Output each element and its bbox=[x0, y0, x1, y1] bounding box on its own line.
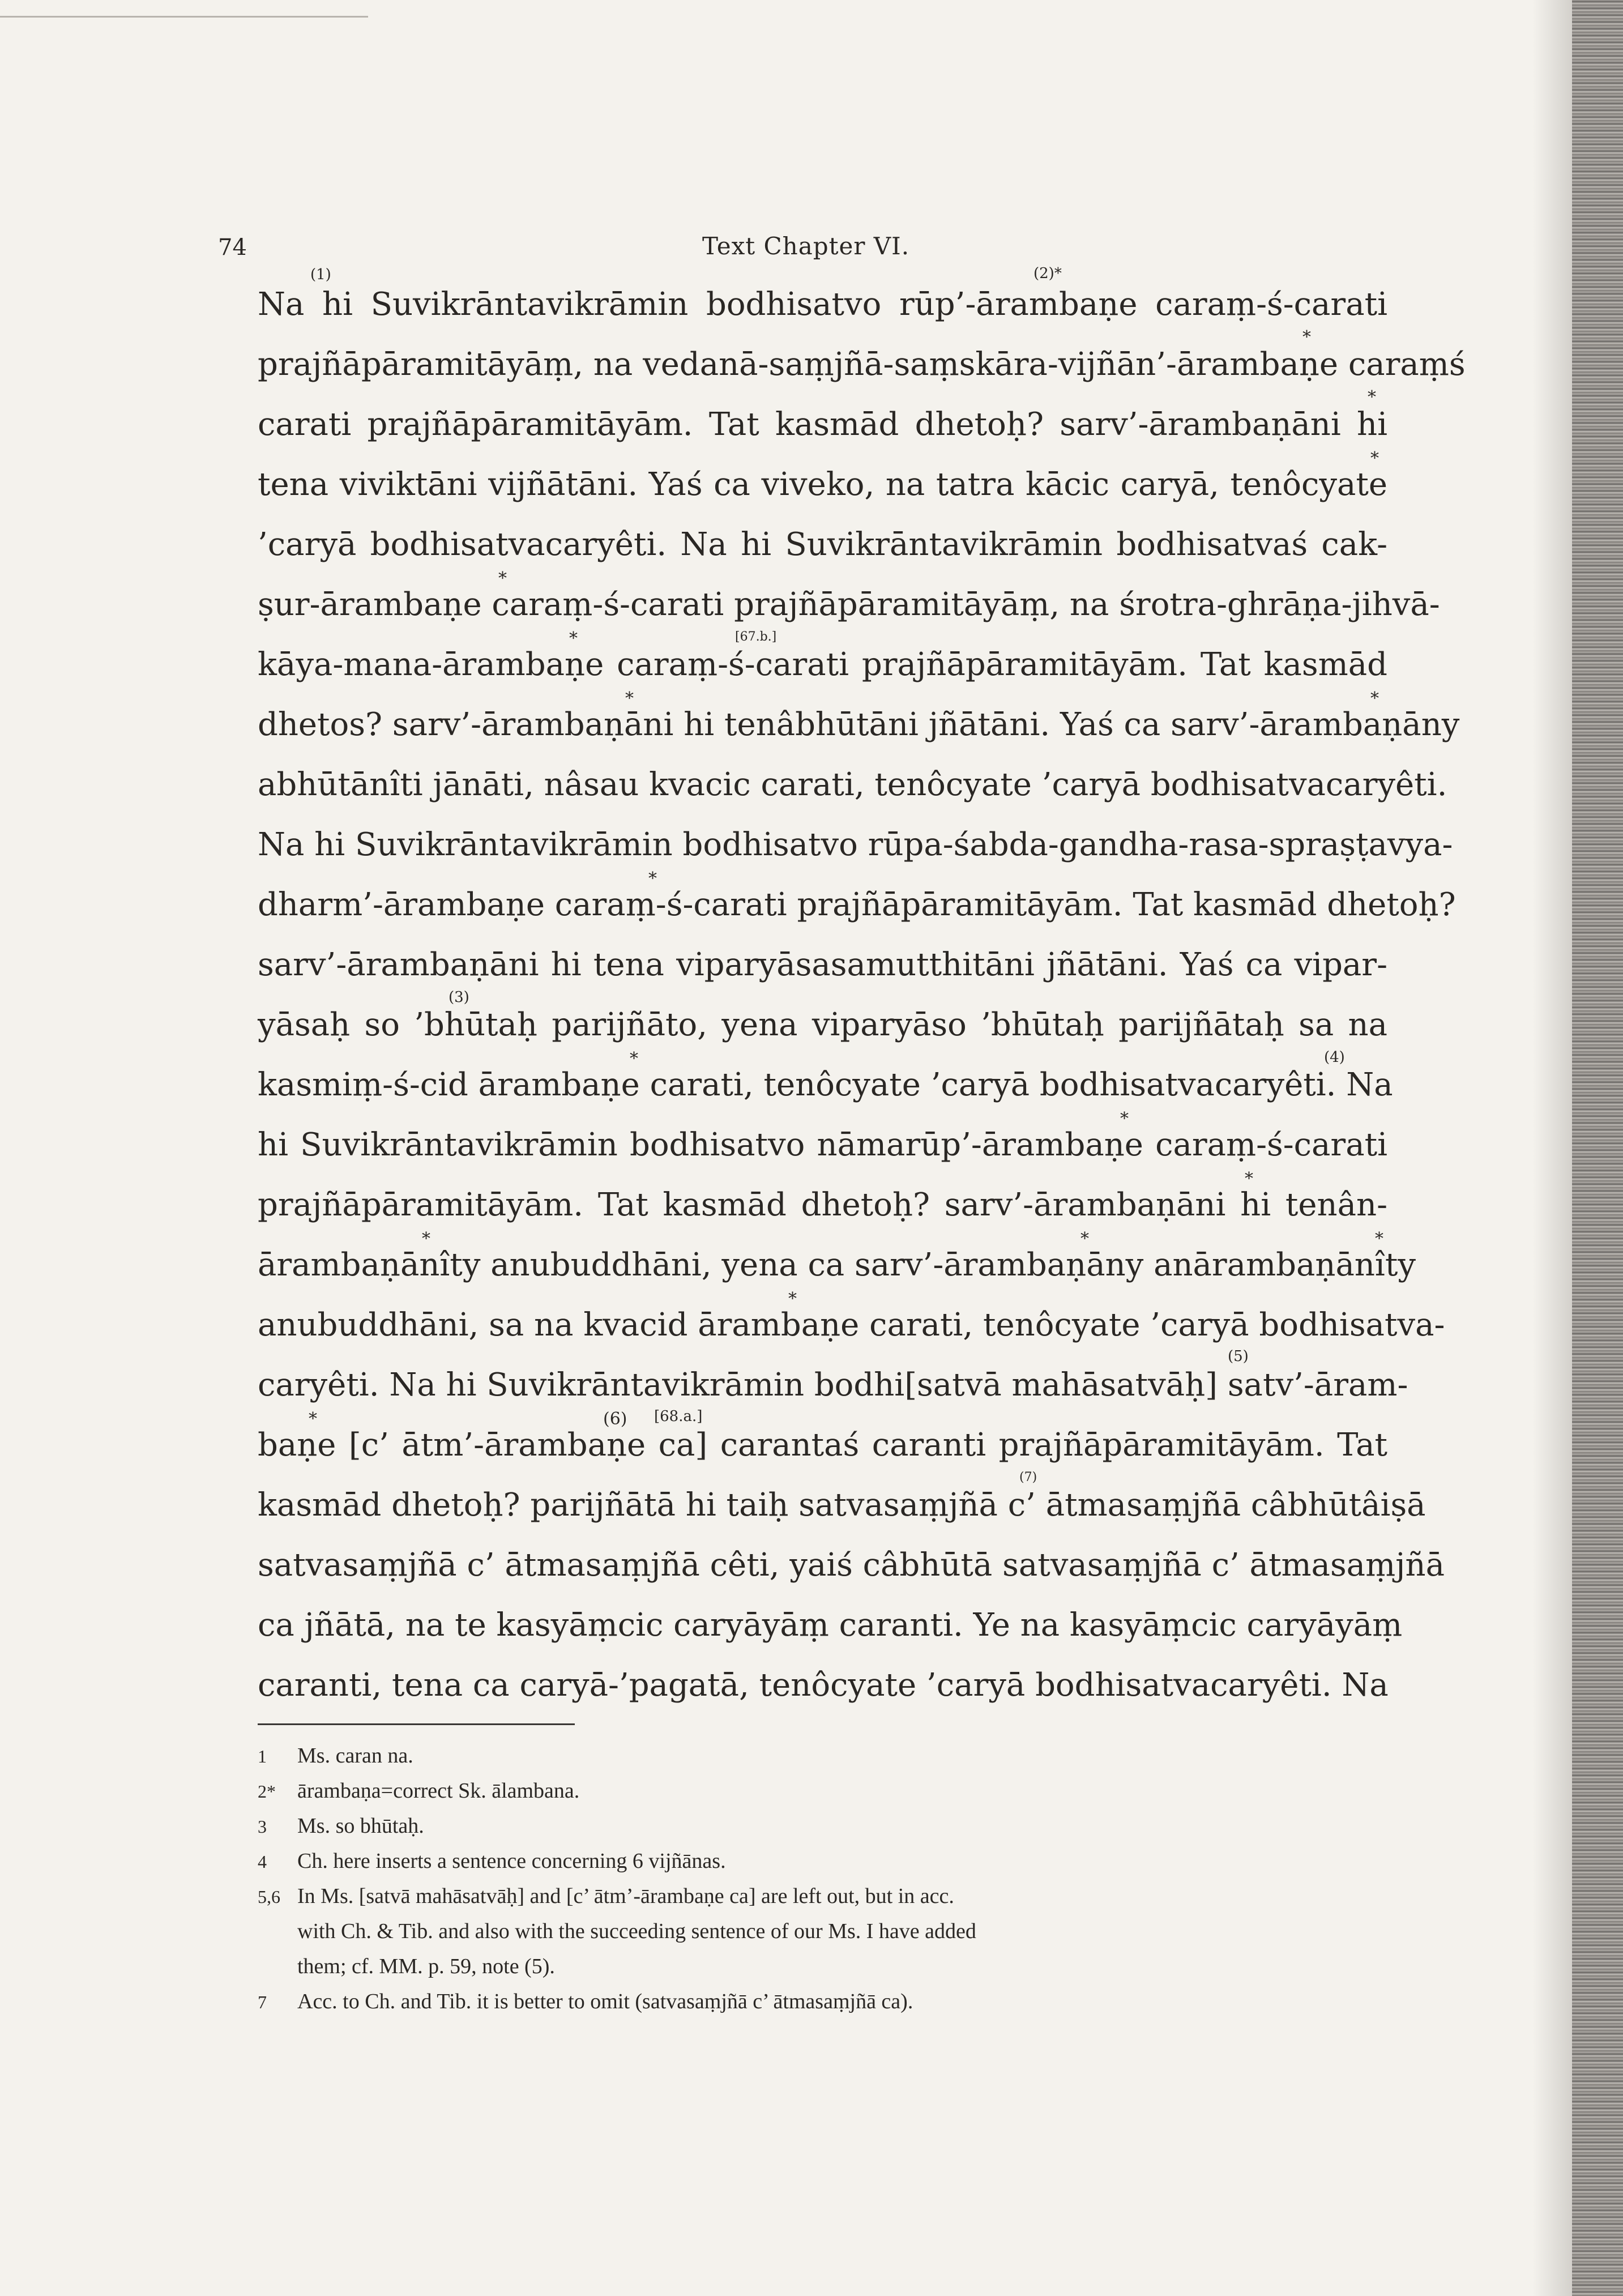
footnote bbox=[258, 1809, 1390, 1843]
footnote-text: ārambaṇa=correct Sk. ālambana. bbox=[297, 1779, 580, 1803]
folio-marker: (7) bbox=[1019, 1470, 1037, 1484]
footnote bbox=[258, 1739, 1390, 1773]
asterisk-mark: * bbox=[422, 1229, 430, 1249]
footnote-text: Acc. to Ch. and Tib. it is better to omit (satvasaṃjñā c’ ātmasaṃjñā ca). bbox=[297, 1990, 913, 2013]
asterisk-mark: * bbox=[309, 1409, 317, 1429]
body-line: baṇe [c’ ātm’-ārambaṇe ca] carantaś caranti prajñāpāramitāyām. Tat bbox=[258, 1427, 1387, 1463]
asterisk-mark: * bbox=[1245, 1169, 1253, 1189]
body-line: caryêti. Na hi Suvikrāntavikrāmin bodhi[satvā mahāsatvāḥ] satv’-āram- bbox=[258, 1367, 1408, 1403]
body-line: hi Suvikrāntavikrāmin bodhisatvo nāmarūp’-ārambaṇe caraṃ-ś-carati bbox=[258, 1126, 1387, 1163]
body-line: dharm’-ārambaṇe caraṃ-ś-carati prajñāpāramitāyām. Tat kasmād dhetoḥ? bbox=[258, 886, 1456, 923]
footnote-number: 3 bbox=[258, 1816, 267, 1837]
body-line: tena viviktāni vijñātāni. Yaś ca viveko, na tatra kācic caryā, tenôcyate bbox=[258, 466, 1387, 503]
footnote-text: Ms. so bhūtaḥ. bbox=[297, 1814, 424, 1838]
body-line: kasmiṃ-ś-cid ārambaṇe carati, tenôcyate ’caryā bodhisatvacaryêti. Na bbox=[258, 1066, 1393, 1103]
footnote-number: 7 bbox=[258, 1992, 267, 2012]
body-line: kāya-mana-ārambaṇe caraṃ-ś-carati prajñāpāramitāyām. Tat kasmād bbox=[258, 646, 1387, 683]
body-line: kasmād dhetoḥ? parijñātā hi taiḥ satvasaṃjñā c’ ātmasaṃjñā câbhūtâiṣā bbox=[258, 1487, 1426, 1523]
asterisk-mark: * bbox=[1120, 1109, 1129, 1129]
footnote-ref: (1) bbox=[310, 266, 331, 283]
footnote bbox=[258, 1844, 1390, 1878]
body-line: dhetos? sarv’-ārambaṇāni hi tenâbhūtāni jñātāni. Yaś ca sarv’-ārambaṇāny bbox=[258, 706, 1460, 743]
footnote-ref: (2)* bbox=[1033, 265, 1062, 282]
footnote-text: In Ms. [satvā mahāsatvāḥ] and [c’ ātm’-ārambaṇe ca] are left out, but in acc. bbox=[297, 1884, 954, 1908]
body-line: prajñāpāramitāyāṃ, na vedanā-saṃjñā-saṃskāra-vijñān’-ārambaṇe caraṃś bbox=[258, 346, 1466, 383]
footnote-continuation: with Ch. & Tib. and also with the succeeding sentence of our Ms. I have added bbox=[297, 1919, 976, 1943]
body-line: anubuddhāni, sa na kvacid ārambaṇe carati, tenôcyate ’caryā bodhisatva- bbox=[258, 1307, 1445, 1343]
asterisk-mark: * bbox=[1302, 327, 1311, 347]
footnote bbox=[258, 1985, 1390, 2018]
body-line: ’caryā bodhisatvacaryêti. Na hi Suvikrāntavikrāmin bodhisatvaś cak- bbox=[258, 526, 1387, 563]
asterisk-mark: * bbox=[1370, 449, 1379, 468]
footnote-number: 5,6 bbox=[258, 1887, 280, 1907]
asterisk-mark: * bbox=[788, 1289, 797, 1309]
top-rule bbox=[0, 16, 368, 18]
body-line: ṣur-ārambaṇe caraṃ-ś-carati prajñāpāramitāyāṃ, na śrotra-ghrāṇa-jihvā- bbox=[258, 586, 1440, 623]
body-line: sarv’-ārambaṇāni hi tena viparyāsasamutthitāni jñātāni. Yaś ca vipar- bbox=[258, 946, 1387, 983]
footnote-number: 4 bbox=[258, 1851, 267, 1872]
body-line: Na hi Suvikrāntavikrāmin bodhisatvo rūp’-ārambaṇe caraṃ-ś-carati bbox=[258, 286, 1387, 323]
footnote bbox=[258, 1774, 1390, 1808]
footnote-number: 2* bbox=[258, 1781, 276, 1802]
footnote-continuation: them; cf. MM. p. 59, note (5). bbox=[297, 1954, 555, 1978]
footnote bbox=[258, 1879, 1390, 1913]
body-line: yāsaḥ so ’bhūtaḥ parijñāto, yena viparyāso ’bhūtaḥ parijñātaḥ sa na bbox=[258, 1006, 1387, 1043]
asterisk-mark: * bbox=[1368, 387, 1376, 407]
body-line: carati prajñāpāramitāyām. Tat kasmād dhetoḥ? sarv’-ārambaṇāni hi bbox=[258, 406, 1387, 443]
footnote-ref: [68.a.] bbox=[654, 1408, 703, 1425]
asterisk-mark: * bbox=[1375, 1229, 1383, 1249]
footnote-number: 1 bbox=[258, 1746, 267, 1766]
body-line: ārambaṇānîty anubuddhāni, yena ca sarv’-ārambaṇāny anārambaṇānîty bbox=[258, 1247, 1416, 1283]
asterisk-mark: * bbox=[569, 629, 578, 648]
footnote-text: Ch. here inserts a sentence concerning 6 vijñānas. bbox=[297, 1849, 726, 1873]
asterisk-mark: * bbox=[1370, 689, 1379, 709]
footnote-ref: (3) bbox=[449, 989, 469, 1006]
body-line: abhūtānîti jānāti, nâsau kvacic carati, tenôcyate ’caryā bodhisatvacaryêti. bbox=[258, 766, 1447, 803]
book-edge-binding bbox=[1572, 0, 1623, 2296]
body-line: caranti, tena ca caryā-’pagatā, tenôcyate ’caryā bodhisatvacaryêti. Na bbox=[258, 1667, 1389, 1704]
body-line: satvasaṃjñā c’ ātmasaṃjñā cêti, yaiś câbhūtā satvasaṃjñā c’ ātmasaṃjñā bbox=[258, 1547, 1445, 1584]
footnote-rule bbox=[258, 1723, 575, 1725]
footnote-text: Ms. caran na. bbox=[297, 1744, 413, 1768]
asterisk-mark: * bbox=[625, 689, 634, 709]
asterisk-mark: * bbox=[630, 1049, 638, 1069]
running-head: Text Chapter VI. bbox=[702, 232, 910, 260]
body-line: prajñāpāramitāyām. Tat kasmād dhetoḥ? sarv’-ārambaṇāni hi tenân- bbox=[258, 1187, 1387, 1223]
page-number: 74 bbox=[218, 234, 247, 261]
footnote-ref: (5) bbox=[1228, 1348, 1249, 1365]
body-line: Na hi Suvikrāntavikrāmin bodhisatvo rūpa-śabda-gandha-rasa-spraṣṭavya- bbox=[258, 826, 1453, 863]
asterisk-mark: * bbox=[498, 569, 507, 588]
footnote-ref: (4) bbox=[1324, 1049, 1345, 1066]
body-line: ca jñātā, na te kasyāṃcic caryāyāṃ caranti. Ye na kasyāṃcic caryāyāṃ bbox=[258, 1607, 1403, 1644]
asterisk-mark: (6) bbox=[603, 1409, 627, 1429]
asterisk-mark: * bbox=[1080, 1229, 1089, 1249]
page-edge-shadow bbox=[1532, 0, 1572, 2296]
folio-marker: [67.b.] bbox=[735, 630, 777, 644]
asterisk-mark: * bbox=[648, 869, 657, 889]
